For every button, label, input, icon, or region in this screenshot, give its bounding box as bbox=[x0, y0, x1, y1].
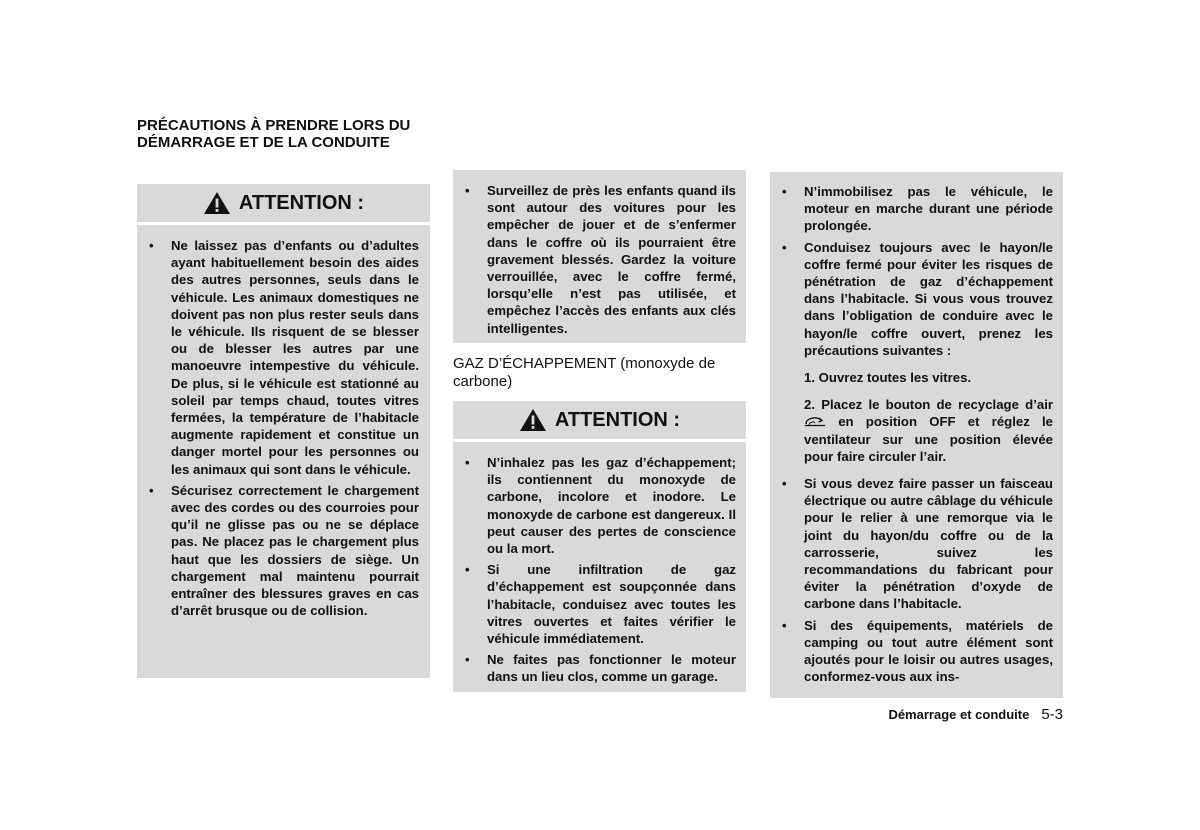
attention-header bbox=[137, 184, 430, 225]
warning-triangle-icon bbox=[519, 408, 547, 432]
list-item: • Conduisez toujours avec le hayon/le coffre fermé pour éviter les risques de pénétration de gaz d’échappement dans l’habitacle. Si vous vous trouvez dans l’obligation de conduire avec le hayon/le coffre ouvert, prenez les précautions suivantes : bbox=[770, 239, 1053, 359]
attention-label: ATTENTION : bbox=[238, 191, 365, 214]
attention-list bbox=[770, 475, 1063, 685]
attention-header bbox=[453, 401, 746, 442]
step-2-text-b: en position OFF et réglez le ventilateur sur une position élevée pour faire circuler l’air. bbox=[804, 414, 1053, 464]
list-item: • Si une infiltration de gaz d’échappement est soupçonnée dans l’habitacle, conduisez avec toutes les vitres ouvertes et faites vérifier le véhicule immédiatement. bbox=[453, 561, 736, 647]
attention-box-children bbox=[137, 184, 430, 678]
attention-list bbox=[770, 172, 1063, 359]
attention-box-continued bbox=[453, 170, 746, 343]
step-2 bbox=[770, 396, 1063, 465]
attention-list bbox=[453, 442, 746, 686]
attention-label: ATTENTION : bbox=[554, 408, 681, 431]
list-item: • Si des équipements, matériels de camping ou tout autre élément sont ajoutés pour le loisir ou autres usages, conformez-vous aux ins- bbox=[770, 617, 1053, 686]
attention-list bbox=[453, 170, 746, 337]
list-item: • N’inhalez pas les gaz d’échappement; ils contiennent du monoxyde de carbone, incolore et inodore. Le monoxyde de carbone est dangereux. Il peut causer des pertes de conscience ou la mort. bbox=[453, 454, 736, 557]
list-item: • Si vous devez faire passer un faisceau électrique ou autre câblage du véhicule pour le relier à une remorque via le joint du hayon/du coffre ou de la carrosserie, suivez les recommandations du fabricant pour éviter la pénétration d’oxyde de carbone dans l’habitacle. bbox=[770, 475, 1053, 613]
section-title: PRÉCAUTIONS À PRENDRE LORS DU DÉMARRAGE ET DE LA CONDUITE bbox=[137, 117, 411, 151]
list-item: • Ne laissez pas d’enfants ou d’adultes ayant habituellement besoin des aides des autres personnes, seuls dans le véhicule. Les animaux domestiques ne doivent pas non plus rester seuls dans le véhicule. Ils risquent de se blesser ou de blesser les autres par une manoeuvre intempestive du véhicule. De plus, si le véhicule est stationné au soleil par temps chaud, toutes vitres fermées, la température de l’habitacle augmente rapidement et constitue un danger mortel pour les personnes ou les animaux qui sont dans le véhicule. bbox=[137, 237, 419, 478]
page-number: 5-3 bbox=[1041, 706, 1063, 723]
list-item: • Surveillez de près les enfants quand ils sont autour des voitures pour les empêcher de jouer et de s’enfermer dans le coffre où ils pourraient être gravement blessés. Gardez la voiture verrouillée, avec le coffre fermé, lorsqu’elle n’est pas utilisée, et empêchez l’accès des enfants aux clés intelligentes. bbox=[453, 182, 736, 337]
list-item: • N’immobilisez pas le véhicule, le moteur en marche durant une période prolongée. bbox=[770, 183, 1053, 235]
step-2-text-a: 2. Placez le bouton de recyclage d’air bbox=[804, 397, 1053, 413]
attention-box-exhaust bbox=[453, 401, 746, 692]
step-1: 1. Ouvrez toutes les vitres. bbox=[804, 370, 972, 386]
air-recirculation-icon bbox=[804, 415, 826, 427]
list-item: • Ne faites pas fonctionner le moteur dans un lieu clos, comme un garage. bbox=[453, 651, 736, 685]
warning-triangle-icon bbox=[203, 191, 231, 215]
attention-list bbox=[137, 225, 430, 619]
attention-box-continued-2 bbox=[770, 172, 1063, 698]
page-footer bbox=[888, 706, 1063, 723]
exhaust-gas-title: GAZ D’ÉCHAPPEMENT (monoxyde de carbone) bbox=[453, 355, 716, 390]
footer-section-name: Démarrage et conduite bbox=[888, 707, 1030, 722]
list-item: • Sécurisez correctement le chargement avec des cordes ou des courroies pour qu’il ne glisse pas ou ne se déplace pas. Ne placez pas le chargement plus haut que les dossiers de siège. Un chargement mal maintenu pourrait entraîner des blessures graves en cas d’arrêt brusque ou de collision. bbox=[137, 482, 419, 620]
